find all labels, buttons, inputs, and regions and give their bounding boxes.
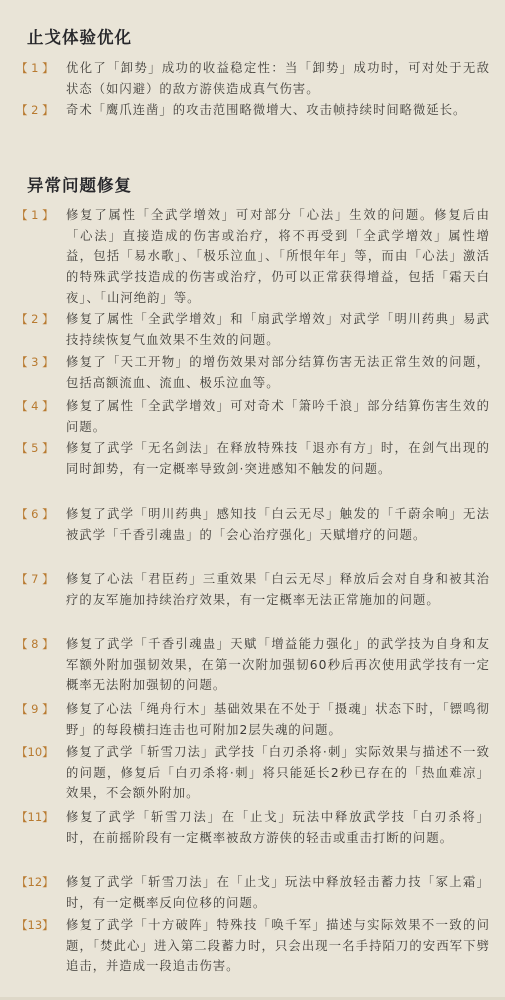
item-text: 修复了心法「君臣药」三重效果「白云无尽」释放后会对自身和被其治疗的友军施加持续治疗效果，有一定概率无法正常施加的问题。 — [66, 572, 490, 607]
item-text: 修复了属性「全武学增效」可对奇术「箫吟千浪」部分结算伤害生效的问题。 — [66, 399, 490, 434]
list-item — [16, 352, 490, 393]
list-item — [16, 100, 490, 121]
item-text: 修复了武学「无名剑法」在释放特殊技「退亦有方」时，在剑气出现的同时卸势，有一定概率导致剑·突进感知不触发的问题。 — [66, 441, 490, 476]
list-item — [16, 396, 490, 437]
item-number: 【 7 】 — [16, 572, 54, 586]
list-item — [16, 309, 490, 350]
item-number: 【13】 — [16, 918, 54, 932]
item-number: 【11】 — [16, 810, 54, 824]
item-number: 【 5 】 — [16, 441, 54, 455]
section-title-bugfix: 异常问题修复 — [27, 176, 132, 195]
item-number: 【 2 】 — [16, 103, 54, 117]
item-number: 【 9 】 — [16, 702, 54, 716]
item-text: 修复了武学「明川药典」感知技「白云无尽」触发的「千蔚余响」无法被武学「千香引魂蛊」的「会心治疗强化」天赋增疗的问题。 — [66, 507, 490, 542]
list-item — [16, 915, 490, 977]
list-item — [16, 438, 490, 479]
list-item — [16, 205, 490, 309]
list-item — [16, 742, 490, 804]
item-text: 修复了武学「十方破阵」特殊技「唤千军」描述与实际效果不一致的问题，「焚此心」进入第二段蓄力时，只会出现一名手持陌刀的安西军下劈追击，并造成一段追击伤害。 — [66, 918, 490, 974]
list-item — [16, 634, 490, 696]
item-number: 【10】 — [16, 745, 54, 759]
item-number: 【 6 】 — [16, 507, 54, 521]
item-number: 【 1 】 — [16, 208, 54, 222]
item-number: 【 2 】 — [16, 312, 54, 326]
item-number: 【 3 】 — [16, 355, 54, 369]
item-text: 修复了属性「全武学增效」和「扇武学增效」对武学「明川药典」易武技持续恢复气血效果不生效的问题。 — [66, 312, 490, 347]
item-text: 修复了属性「全武学增效」可对部分「心法」生效的问题。修复后由「心法」直接造成的伤害或治疗，将不再受到「全武学增效」属性增益，包括「易水歌」、「极乐泣血」、「所恨年年」等，而由「心法」激活的特殊武学技造成的伤害或治疗，仍可以正常获得增益，包括「霜天白夜」、「山河绝韵」等。 — [66, 208, 490, 305]
item-text: 修复了武学「斩雪刀法」在「止戈」玩法中释放轻击蓄力技「冢上霜」时，有一定概率反向位移的问题。 — [66, 875, 490, 910]
item-text: 修复了「天工开物」的增伤效果对部分结算伤害无法正常生效的问题，包括高额流血、流血、极乐泣血等。 — [66, 355, 490, 390]
item-text: 优化了「卸势」成功的收益稳定性：当「卸势」成功时，可对处于无敌状态（如闪避）的敌方游侠造成真气伤害。 — [66, 61, 490, 96]
list-item — [16, 699, 490, 740]
item-text: 修复了武学「斩雪刀法」在「止戈」玩法中释放武学技「白刃杀将」时，在前摇阶段有一定概率被敌方游侠的轻击或重击打断的问题。 — [66, 810, 490, 845]
section-title-optimization: 止戈体验优化 — [27, 28, 132, 47]
item-number: 【 4 】 — [16, 399, 54, 413]
list-item — [16, 807, 490, 848]
list-item — [16, 872, 490, 913]
item-number: 【 8 】 — [16, 637, 54, 651]
item-text: 奇术「鹰爪连凿」的攻击范围略微增大、攻击帧持续时间略微延长。 — [66, 103, 467, 117]
item-number: 【 1 】 — [16, 61, 54, 75]
list-item — [16, 58, 490, 99]
list-item — [16, 504, 490, 545]
item-text: 修复了心法「绳舟行木」基础效果在不处于「摄魂」状态下时，「镖鸣彻野」的每段横扫连击也可附加2层失魂的问题。 — [66, 702, 490, 737]
list-item — [16, 569, 490, 610]
item-number: 【12】 — [16, 875, 54, 889]
item-text: 修复了武学「斩雪刀法」武学技「白刃杀将·刺」实际效果与描述不一致的问题，修复后「白刃杀将·刺」将只能延长2秒已存在的「热血难凉」效果，不会额外附加。 — [66, 745, 490, 801]
item-text: 修复了武学「千香引魂蛊」天赋「增益能力强化」的武学技为自身和友军额外附加强韧效果，在第一次附加强韧60秒后再次使用武学技有一定概率无法附加强韧的问题。 — [66, 637, 490, 693]
